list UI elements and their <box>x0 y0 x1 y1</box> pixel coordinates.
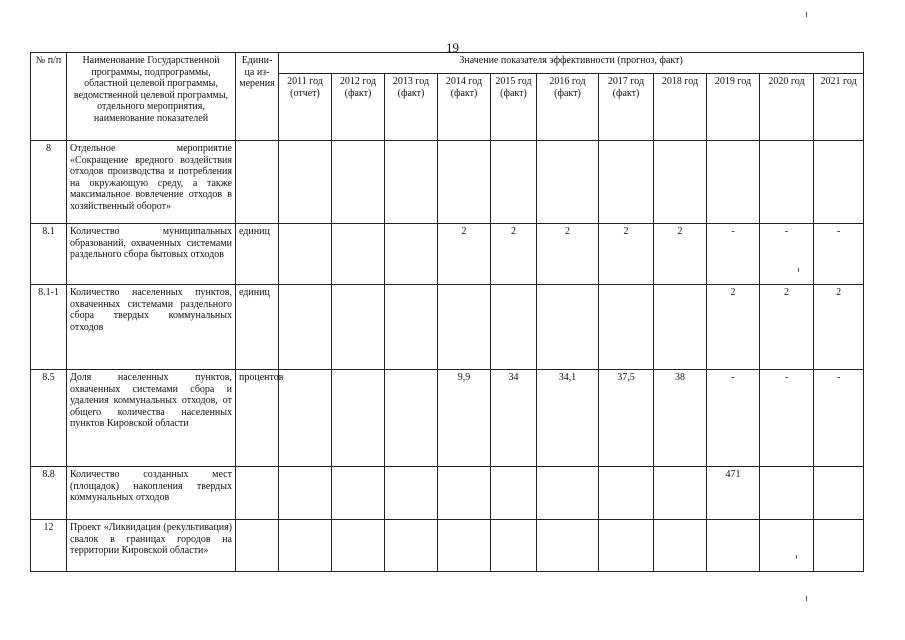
value-cell: 2 <box>438 224 491 285</box>
header-year: 2011 год (отчет) <box>279 74 332 141</box>
value-cell <box>438 141 491 224</box>
indicator-name: Отдельное мероприятие «Сокращение вредного воздействия отходов производства и потребления на окружающую среду, а также максимальное вовлечение отходов в хозяйственный оборот» <box>67 141 236 224</box>
value-cell: - <box>707 370 760 467</box>
scan-speck <box>796 555 797 559</box>
value-cell <box>332 370 385 467</box>
value-cell <box>537 520 599 572</box>
value-cell: - <box>814 370 864 467</box>
indicator-name: Доля населенных пунктов, охваченных системами сбора и удаления коммунальных отходов, от общего количества населенных пунктов Кировской области <box>67 370 236 467</box>
scan-speck <box>806 12 807 17</box>
table-row <box>31 141 864 224</box>
value-cell <box>279 467 332 520</box>
value-cell: 2 <box>654 224 707 285</box>
value-cell <box>537 285 599 370</box>
value-cell <box>279 370 332 467</box>
value-cell <box>654 520 707 572</box>
value-cell <box>537 467 599 520</box>
header-year: 2019 год <box>707 74 760 141</box>
value-cell: 2 <box>599 224 654 285</box>
value-cell <box>279 224 332 285</box>
value-cell <box>385 224 438 285</box>
value-cell: 37,5 <box>599 370 654 467</box>
indicator-unit <box>236 467 279 520</box>
value-cell: 34 <box>491 370 537 467</box>
value-cell <box>385 141 438 224</box>
header-year: 2012 год (факт) <box>332 74 385 141</box>
value-cell <box>760 141 814 224</box>
row-number: 8.8 <box>31 467 67 520</box>
value-cell: 2 <box>707 285 760 370</box>
value-cell <box>599 141 654 224</box>
row-number: 8.1 <box>31 224 67 285</box>
table-row <box>31 285 864 370</box>
value-cell: 2 <box>760 285 814 370</box>
value-cell <box>654 141 707 224</box>
value-cell: 34,1 <box>537 370 599 467</box>
value-cell <box>814 141 864 224</box>
header-year: 2021 год <box>814 74 864 141</box>
value-cell: - <box>707 224 760 285</box>
table-row <box>31 467 864 520</box>
value-cell: 471 <box>707 467 760 520</box>
value-cell <box>707 520 760 572</box>
value-cell <box>491 520 537 572</box>
value-cell <box>279 141 332 224</box>
value-cell <box>279 520 332 572</box>
value-cell <box>491 467 537 520</box>
value-cell <box>385 285 438 370</box>
value-cell <box>654 467 707 520</box>
header-year: 2020 год <box>760 74 814 141</box>
row-number: 8 <box>31 141 67 224</box>
header-unit: Едини-ца из-мерения <box>236 53 279 141</box>
value-cell: 2 <box>814 285 864 370</box>
indicator-unit: единиц <box>236 285 279 370</box>
indicator-unit <box>236 520 279 572</box>
indicator-name: Количество населенных пунктов, охваченных системами раздельного сбора твердых коммунальных отходов <box>67 285 236 370</box>
value-cell: 9,9 <box>438 370 491 467</box>
indicator-table <box>30 52 864 572</box>
value-cell <box>814 520 864 572</box>
header-row-top <box>31 53 864 74</box>
indicator-unit <box>236 141 279 224</box>
value-cell: - <box>760 224 814 285</box>
value-cell <box>332 224 385 285</box>
table-row <box>31 224 864 285</box>
value-cell: - <box>814 224 864 285</box>
value-cell <box>385 467 438 520</box>
header-num: № п/п <box>31 53 67 141</box>
header-year: 2016 год (факт) <box>537 74 599 141</box>
indicator-name: Проект «Ликвидация (рекультивация) свалок в границах городов на территории Кировской области» <box>67 520 236 572</box>
header-year: 2018 год <box>654 74 707 141</box>
value-cell: 2 <box>537 224 599 285</box>
value-cell <box>491 141 537 224</box>
value-cell <box>438 520 491 572</box>
value-cell <box>385 520 438 572</box>
header-year: 2014 год (факт) <box>438 74 491 141</box>
value-cell <box>491 285 537 370</box>
value-cell: 38 <box>654 370 707 467</box>
value-cell <box>279 285 332 370</box>
scan-speck <box>798 268 799 272</box>
value-cell <box>332 285 385 370</box>
value-cell <box>599 520 654 572</box>
value-cell <box>537 141 599 224</box>
row-number: 12 <box>31 520 67 572</box>
value-cell: - <box>760 370 814 467</box>
header-year: 2013 год (факт) <box>385 74 438 141</box>
value-cell <box>654 285 707 370</box>
value-cell <box>599 285 654 370</box>
value-cell <box>760 467 814 520</box>
indicator-unit: единиц <box>236 224 279 285</box>
scan-speck <box>806 596 807 601</box>
table-row <box>31 520 864 572</box>
value-cell: 2 <box>491 224 537 285</box>
table-row <box>31 370 864 467</box>
header-year: 2015 год (факт) <box>491 74 537 141</box>
value-cell <box>332 520 385 572</box>
indicator-unit: процентов <box>236 370 279 467</box>
value-cell <box>438 467 491 520</box>
header-values-group: Значение показателя эффективности (прогноз, факт) <box>279 53 864 74</box>
value-cell <box>438 285 491 370</box>
row-number: 8.5 <box>31 370 67 467</box>
indicator-name: Количество муниципальных образований, охваченных системами раздельного сбора бытовых отходов <box>67 224 236 285</box>
value-cell <box>332 141 385 224</box>
row-number: 8.1-1 <box>31 285 67 370</box>
header-name: Наименование Государственной программы, подпрограммы, областной целевой программы, ведомственной целевой программы, отдельного мероприятия, наименование показателей <box>67 53 236 141</box>
header-year: 2017 год (факт) <box>599 74 654 141</box>
value-cell <box>814 467 864 520</box>
value-cell <box>707 141 760 224</box>
value-cell <box>385 370 438 467</box>
page-number: 19 <box>446 40 459 55</box>
value-cell <box>760 520 814 572</box>
value-cell <box>332 467 385 520</box>
value-cell <box>599 467 654 520</box>
indicator-name: Количество созданных мест (площадок) накопления твердых коммунальных отходов <box>67 467 236 520</box>
